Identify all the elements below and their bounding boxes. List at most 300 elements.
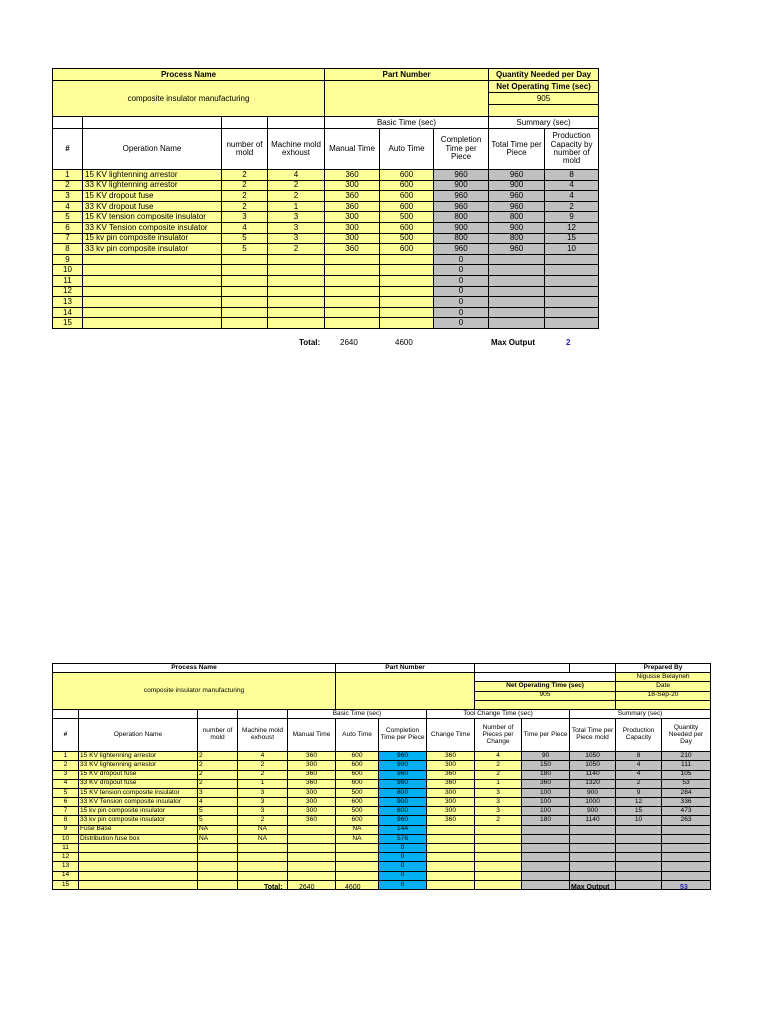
- manual-time: 300: [325, 180, 380, 191]
- row-number: 5: [53, 788, 79, 797]
- machine-mold-exhoust: [238, 862, 288, 871]
- production-capacity: 4: [545, 191, 599, 202]
- completion-time: 960: [379, 752, 427, 761]
- manual-time: 360: [288, 752, 336, 761]
- production-capacity: [545, 307, 599, 318]
- number-of-mold: 5: [198, 816, 238, 825]
- table-row: [53, 816, 711, 825]
- pieces-per-change: [475, 825, 522, 834]
- number-of-mold-header: number of mold: [198, 719, 238, 752]
- total-time-mold: 1000: [570, 798, 616, 807]
- completion-time: 960: [434, 201, 489, 212]
- total-time: [489, 307, 545, 318]
- time-per-piece: [522, 853, 570, 862]
- process-name-value: composite insulator manufacturing: [53, 81, 325, 117]
- production-capacity: [545, 275, 599, 286]
- manual-time: [325, 254, 380, 265]
- pieces-per-change: 2: [475, 770, 522, 779]
- machine-mold-exhoust: 3: [238, 788, 288, 797]
- auto-time: 500: [380, 233, 434, 244]
- completion-time: 0: [434, 297, 489, 308]
- spacer-cell: [475, 700, 616, 709]
- summary-header: Summary (sec): [489, 117, 599, 129]
- total-time-mold: [570, 871, 616, 880]
- total-time-mold: 1140: [570, 816, 616, 825]
- total-time-mold: [570, 862, 616, 871]
- total-time-header: Total Time per Piece: [489, 129, 545, 170]
- auto-time: 600: [336, 798, 379, 807]
- machine-mold-exhoust: 3: [268, 233, 325, 244]
- row-number: 9: [53, 825, 79, 834]
- machine-mold-exhoust: [268, 254, 325, 265]
- row-number: 4: [53, 779, 79, 788]
- part-number-value: [336, 673, 475, 710]
- process-name-header: Process Name: [53, 69, 325, 81]
- auto-time: 500: [336, 788, 379, 797]
- manual-time: [288, 853, 336, 862]
- auto-time: 600: [336, 770, 379, 779]
- total-time: [489, 254, 545, 265]
- spacer-cell: [222, 117, 268, 129]
- operation-name: 33 KV Tension composite insulator: [79, 798, 198, 807]
- manual-time: [325, 307, 380, 318]
- machine-mold-exhoust: 3: [268, 212, 325, 223]
- quantity-needed: [662, 834, 711, 843]
- table-row: [53, 825, 711, 834]
- production-capacity: 12: [616, 798, 662, 807]
- production-capacity: [616, 862, 662, 871]
- time-per-piece: 100: [522, 788, 570, 797]
- production-capacity: 15: [545, 233, 599, 244]
- operation-name: [83, 307, 222, 318]
- auto-time: 600: [380, 191, 434, 202]
- table-row: [53, 307, 599, 318]
- total-time-mold: 1320: [570, 779, 616, 788]
- completion-time: 0: [434, 275, 489, 286]
- row-number: 8: [53, 244, 83, 255]
- change-time: 300: [427, 807, 475, 816]
- machine-mold-exhoust: [268, 307, 325, 318]
- table-row: [53, 709, 711, 718]
- pieces-per-change: [475, 862, 522, 871]
- change-time: [427, 862, 475, 871]
- process-table-2: [52, 663, 711, 890]
- total-time-mold: 900: [570, 788, 616, 797]
- table-row: [53, 212, 599, 223]
- number-of-mold: [222, 254, 268, 265]
- manual-time: 300: [288, 788, 336, 797]
- total-time: 960: [489, 244, 545, 255]
- total-time: 960: [489, 191, 545, 202]
- row-number: 14: [53, 871, 79, 880]
- completion-time: 960: [379, 779, 427, 788]
- manual-time: 300: [325, 233, 380, 244]
- pieces-per-change: 3: [475, 788, 522, 797]
- time-per-piece: 180: [522, 770, 570, 779]
- production-capacity: 2: [616, 779, 662, 788]
- machine-mold-exhoust: 3: [238, 807, 288, 816]
- quantity-needed: 473: [662, 807, 711, 816]
- quantity-needed: 210: [662, 752, 711, 761]
- number-of-mold: [198, 871, 238, 880]
- manual-time: 300: [288, 798, 336, 807]
- number-of-mold: 3: [198, 788, 238, 797]
- pieces-per-change: 2: [475, 761, 522, 770]
- production-capacity: 15: [616, 807, 662, 816]
- machine-mold-exhoust: NA: [238, 825, 288, 834]
- completion-time: 960: [434, 244, 489, 255]
- number-of-mold: [198, 880, 238, 889]
- production-capacity: 8: [545, 170, 599, 181]
- production-capacity: 4: [616, 770, 662, 779]
- completion-time: 0: [379, 844, 427, 853]
- table-row: [53, 265, 599, 276]
- manual-time: [325, 265, 380, 276]
- completion-time: 900: [434, 180, 489, 191]
- operation-name: [83, 286, 222, 297]
- operation-name: 15 kv pin composite insulator: [83, 233, 222, 244]
- manual-time: 360: [325, 191, 380, 202]
- machine-mold-exhoust: [268, 265, 325, 276]
- machine-mold-exhoust: 3: [268, 222, 325, 233]
- completion-time: 960: [379, 770, 427, 779]
- table-row: [53, 761, 711, 770]
- number-of-mold: NA: [198, 834, 238, 843]
- completion-time: 800: [434, 212, 489, 223]
- net-operating-time-label: Net Operating Time (sec): [475, 682, 616, 691]
- operation-name: [83, 265, 222, 276]
- manual-time: [325, 275, 380, 286]
- table-row: [53, 871, 711, 880]
- number-of-mold: [222, 307, 268, 318]
- machine-mold-exhoust-header: Machine mold exhoust: [238, 719, 288, 752]
- number-of-mold: [198, 844, 238, 853]
- spacer-cell: [83, 117, 222, 129]
- number-of-mold: 2: [222, 191, 268, 202]
- completion-time: 960: [434, 191, 489, 202]
- row-number: 1: [53, 170, 83, 181]
- time-per-piece: 180: [522, 816, 570, 825]
- change-time: [427, 853, 475, 862]
- part-number-header: Part Number: [336, 664, 475, 673]
- time-per-piece: 100: [522, 807, 570, 816]
- change-time: 360: [427, 752, 475, 761]
- completion-time: 576: [379, 834, 427, 843]
- table-row: [53, 788, 711, 797]
- total-time-mold: [570, 853, 616, 862]
- row-number: 10: [53, 834, 79, 843]
- total-time: [489, 265, 545, 276]
- spacer-cell: [238, 709, 288, 718]
- operation-name: 33 kv pin composite insulator: [83, 244, 222, 255]
- process-name-header: Process Name: [53, 664, 336, 673]
- production-capacity: 8: [616, 752, 662, 761]
- completion-time: 0: [434, 307, 489, 318]
- quantity-needed-header: Quantity Needed per Day: [489, 69, 599, 81]
- row-number: 1: [53, 752, 79, 761]
- part-number-value: [325, 81, 489, 117]
- max-output-label-2: Max Output: [571, 884, 610, 891]
- production-capacity: [545, 254, 599, 265]
- auto-time: 600: [380, 180, 434, 191]
- number-of-mold: 3: [222, 212, 268, 223]
- spacer-cell: [198, 709, 238, 718]
- number-of-mold: 2: [198, 752, 238, 761]
- table-row: [53, 201, 599, 212]
- date-label: Date: [616, 682, 711, 691]
- change-time: [427, 825, 475, 834]
- net-operating-time-value: 905: [489, 93, 599, 105]
- production-capacity: 10: [545, 244, 599, 255]
- operation-name: 33 KV dropout fuse: [83, 201, 222, 212]
- auto-time: 600: [336, 779, 379, 788]
- manual-time: 300: [288, 761, 336, 770]
- table-row: [53, 673, 711, 682]
- manual-time: [325, 297, 380, 308]
- number-of-mold: 2: [198, 779, 238, 788]
- auto-time: 600: [336, 816, 379, 825]
- table-row: [53, 170, 599, 181]
- table-row: [53, 853, 711, 862]
- row-number: 8: [53, 816, 79, 825]
- quantity-needed: 53: [662, 779, 711, 788]
- number-of-mold: [222, 275, 268, 286]
- row-number: 2: [53, 180, 83, 191]
- max-output-value-1: 2: [566, 338, 571, 347]
- row-number: 15: [53, 318, 83, 329]
- auto-time: [336, 862, 379, 871]
- row-number: 12: [53, 853, 79, 862]
- completion-time: 900: [379, 761, 427, 770]
- manual-time: 300: [325, 222, 380, 233]
- table-row: [53, 752, 711, 761]
- row-number: 4: [53, 201, 83, 212]
- operation-name: Fuse Base: [79, 825, 198, 834]
- process-table-1: [52, 68, 599, 329]
- table-row: [53, 297, 599, 308]
- time-per-piece: 150: [522, 761, 570, 770]
- spacer-cell: [616, 700, 711, 709]
- manual-time-header: Manual Time: [325, 129, 380, 170]
- operation-name: [83, 297, 222, 308]
- time-per-piece: 100: [522, 798, 570, 807]
- auto-time: 600: [380, 222, 434, 233]
- auto-time: NA: [336, 834, 379, 843]
- operation-name: 33 KV lightenning arrestor: [79, 761, 198, 770]
- quantity-needed: [662, 871, 711, 880]
- operation-name: [79, 844, 198, 853]
- machine-mold-exhoust: 3: [238, 798, 288, 807]
- number-of-mold: 2: [198, 770, 238, 779]
- manual-time: [325, 286, 380, 297]
- manual-time: 360: [288, 770, 336, 779]
- change-time: 300: [427, 761, 475, 770]
- net-operating-time-value: 905: [475, 691, 616, 700]
- quantity-needed: 336: [662, 798, 711, 807]
- production-capacity: [545, 297, 599, 308]
- machine-mold-exhoust: [268, 286, 325, 297]
- total-time-mold: 1050: [570, 761, 616, 770]
- completion-time: 0: [379, 871, 427, 880]
- operation-name: [79, 862, 198, 871]
- number-of-mold: 5: [222, 233, 268, 244]
- operation-name: [83, 318, 222, 329]
- auto-time: 500: [336, 807, 379, 816]
- number-of-mold: [222, 318, 268, 329]
- pieces-per-change: 3: [475, 807, 522, 816]
- spacer-cell: [570, 664, 616, 673]
- machine-mold-exhoust: 2: [268, 244, 325, 255]
- table-row: [53, 779, 711, 788]
- auto-time: [336, 844, 379, 853]
- time-per-piece: [522, 862, 570, 871]
- total-time: 900: [489, 180, 545, 191]
- spacer-cell: [53, 117, 83, 129]
- pieces-per-change: [475, 853, 522, 862]
- auto-time: [336, 871, 379, 880]
- table-row: [53, 117, 599, 129]
- pieces-per-change-header: Number of Pieces per Change: [475, 719, 522, 752]
- spacer-cell: [489, 105, 599, 117]
- auto-time: 600: [380, 244, 434, 255]
- row-number: 6: [53, 222, 83, 233]
- total-time: 960: [489, 170, 545, 181]
- completion-time-header: Completion Time per Piece: [434, 129, 489, 170]
- table-row: [53, 844, 711, 853]
- row-number: 3: [53, 191, 83, 202]
- manual-time: 360: [288, 779, 336, 788]
- operation-name: [83, 254, 222, 265]
- max-output-label-1: Max Output: [491, 338, 535, 347]
- time-per-piece: 360: [522, 779, 570, 788]
- row-number: 5: [53, 212, 83, 223]
- row-number: 15: [53, 880, 79, 889]
- production-capacity: 10: [616, 816, 662, 825]
- total-time: 960: [489, 201, 545, 212]
- table-row: [53, 233, 599, 244]
- completion-time: 0: [379, 862, 427, 871]
- production-capacity: [616, 844, 662, 853]
- operation-name: Distribution fuse box: [79, 834, 198, 843]
- machine-mold-exhoust: 1: [268, 201, 325, 212]
- total-auto-2: 4600: [345, 884, 361, 891]
- table-row: [53, 798, 711, 807]
- machine-mold-exhoust: NA: [238, 834, 288, 843]
- table-row: [53, 664, 711, 673]
- completion-time: 900: [434, 222, 489, 233]
- operation-name: 33 KV lightenning arrestor: [83, 180, 222, 191]
- row-number: 14: [53, 307, 83, 318]
- time-per-piece: [522, 844, 570, 853]
- operation-name: 15 KV dropout fuse: [79, 770, 198, 779]
- operation-name: 15 kv pin composite insulator: [79, 807, 198, 816]
- pieces-per-change: 4: [475, 752, 522, 761]
- net-operating-time-label: Net Operating Time (sec): [489, 81, 599, 93]
- operation-name: [79, 871, 198, 880]
- spacer-cell: [53, 709, 79, 718]
- auto-time: 600: [336, 761, 379, 770]
- row-number: 13: [53, 862, 79, 871]
- preparer-name: Nigusse Belayneh: [616, 673, 711, 682]
- table-row: [53, 244, 599, 255]
- process-name-value: composite insulator manufacturing: [53, 673, 336, 710]
- auto-time: [380, 265, 434, 276]
- machine-mold-exhoust: [268, 297, 325, 308]
- machine-mold-exhoust: 2: [238, 770, 288, 779]
- auto-time: 500: [380, 212, 434, 223]
- total-time: 800: [489, 233, 545, 244]
- number-of-mold: [198, 862, 238, 871]
- spacer-cell: [475, 673, 616, 682]
- manual-time: [288, 834, 336, 843]
- row-number: 12: [53, 286, 83, 297]
- production-capacity: [545, 286, 599, 297]
- number-of-mold: 2: [222, 201, 268, 212]
- number-of-mold: NA: [198, 825, 238, 834]
- date-value: 18-Sep-20: [616, 691, 711, 700]
- machine-mold-exhoust: [268, 318, 325, 329]
- manual-time: [325, 318, 380, 329]
- production-capacity: [616, 880, 662, 889]
- machine-mold-exhoust: 2: [238, 816, 288, 825]
- time-per-piece: 90: [522, 752, 570, 761]
- production-capacity-header: Production Capacity: [616, 719, 662, 752]
- production-capacity: [616, 853, 662, 862]
- hash-header: #: [53, 719, 79, 752]
- auto-time: [380, 286, 434, 297]
- row-number: 13: [53, 297, 83, 308]
- total-auto-1: 4600: [395, 338, 413, 347]
- completion-time: 960: [434, 170, 489, 181]
- total-time-mold: 900: [570, 807, 616, 816]
- production-capacity: [545, 318, 599, 329]
- completion-time: 800: [379, 788, 427, 797]
- max-output-value-2: 53: [680, 884, 688, 891]
- operation-name: [83, 275, 222, 286]
- total-time-mold: [570, 834, 616, 843]
- auto-time: 600: [380, 170, 434, 181]
- production-capacity: 12: [545, 222, 599, 233]
- production-capacity: 4: [545, 180, 599, 191]
- row-number: 7: [53, 807, 79, 816]
- change-time: 360: [427, 779, 475, 788]
- operation-name: 33 KV Tension composite insulator: [83, 222, 222, 233]
- operation-name-header: Operation Name: [83, 129, 222, 170]
- prepared-by-header: Prepared By: [616, 664, 711, 673]
- table-row: [53, 81, 599, 93]
- hash-header: #: [53, 129, 83, 170]
- total-time-mold: 1050: [570, 752, 616, 761]
- number-of-mold: 2: [198, 761, 238, 770]
- table-row: [53, 880, 711, 889]
- machine-mold-exhoust: [238, 853, 288, 862]
- manual-time: 360: [288, 816, 336, 825]
- operation-name: 33 KV dropout fuse: [79, 779, 198, 788]
- manual-time: 360: [325, 244, 380, 255]
- quantity-needed: 105: [662, 770, 711, 779]
- production-capacity-header: Production Capacity by number of mold: [545, 129, 599, 170]
- row-number: 3: [53, 770, 79, 779]
- completion-time: 0: [379, 880, 427, 889]
- manual-time: [288, 862, 336, 871]
- machine-mold-exhoust-header: Machine mold exhoust: [268, 129, 325, 170]
- machine-mold-exhoust: [268, 275, 325, 286]
- row-number: 9: [53, 254, 83, 265]
- completion-time-header: Completion Time per Piece: [379, 719, 427, 752]
- number-of-mold: [222, 265, 268, 276]
- completion-time: 144: [379, 825, 427, 834]
- change-time: 300: [427, 788, 475, 797]
